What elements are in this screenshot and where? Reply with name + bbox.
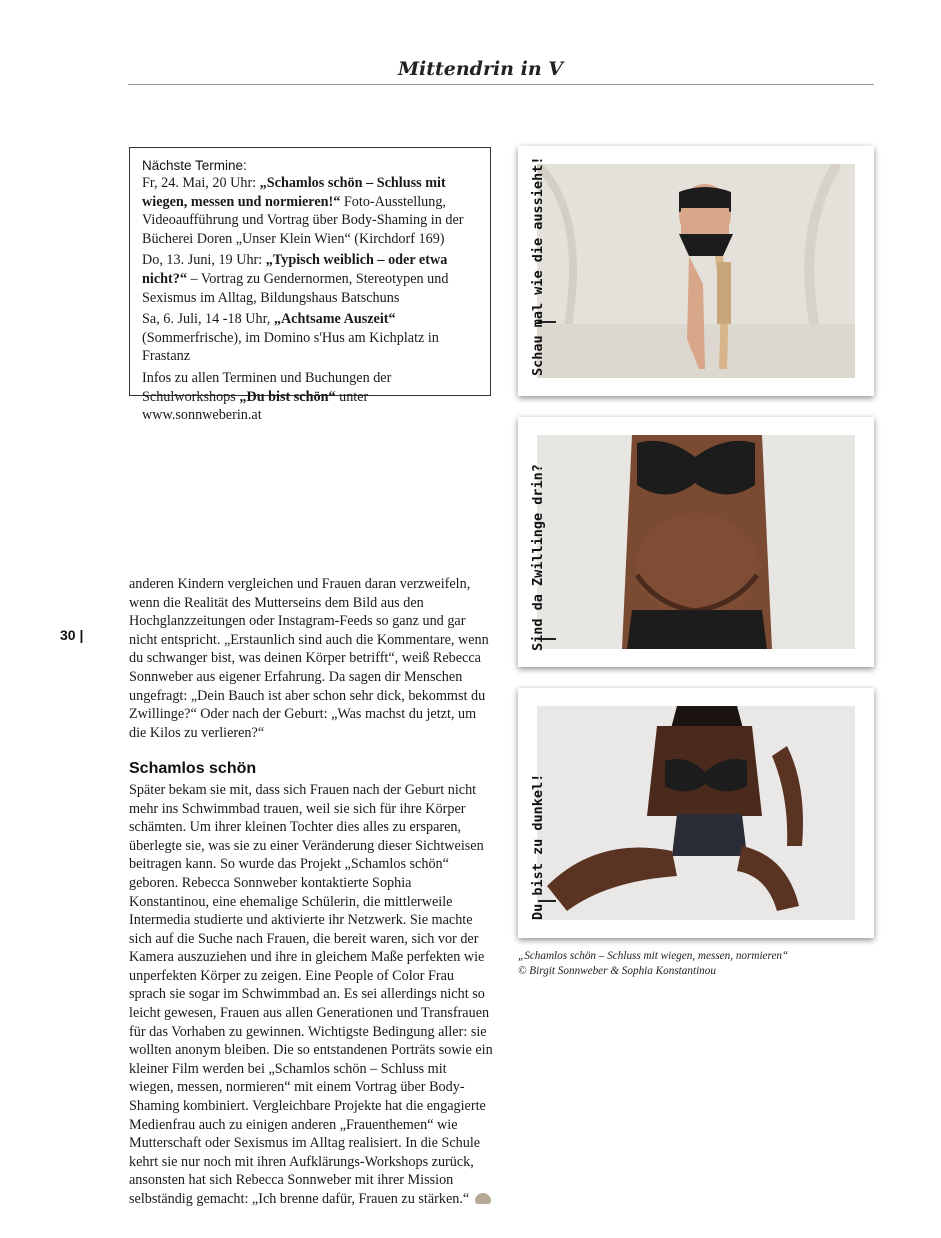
photo-2-label: Sind da Zwillinge drin? bbox=[530, 464, 546, 651]
article-body bbox=[129, 575, 494, 1209]
photo-1-label: Schau mal wie die aussieht! bbox=[530, 156, 546, 376]
photo-caption bbox=[518, 949, 788, 979]
photo-2-image bbox=[537, 435, 855, 649]
photo-3-image bbox=[537, 706, 855, 920]
section-header-title: Mittendrin in V bbox=[397, 58, 563, 80]
article-paragraph: anderen Kindern vergleichen und Frauen daran verzweifeln, wenn die Realität des Mutterseins dem Bild aus den Hochglanzzeitungen oder Instagram-Feeds so ganz und gar nicht entspricht. „Erstaunlich sind auch die Kommentare, wenn du schwanger bist, was deinen Körper betrifft“, weiß Rebecca Sonnweber aus eigener Erfahrung. Da sagen dir Menschen ungefragt: „Dein Bauch ist aber schon sehr dick, bekommst du Zwillinge?“ Oder nach der Geburt: „Was machst du jetzt, um die Kilos zu verlieren?“ bbox=[129, 576, 489, 741]
photo-1-image bbox=[537, 164, 855, 378]
event-3: Sa, 6. Juli, 14 -18 Uhr, „Achtsame Auszeit“ (Sommerfrische), im Domino s'Hus am Kichplatz in Frastanz bbox=[142, 311, 439, 365]
header-rule bbox=[128, 84, 874, 85]
article-subheading: Schamlos schön bbox=[129, 760, 257, 778]
event-1: Fr, 24. Mai, 20 Uhr: „Schamlos schön – Schluss mit wiegen, messen und normieren!“ Foto-Ausstellung, Videoaufführung und Vortrag über Body-Shaming in der Bücherei Doren „Unser Klein Wien“ (Kirchdorf 169) bbox=[142, 175, 464, 247]
event-2: Do, 13. Juni, 19 Uhr: „Typisch weiblich – oder etwa nicht?“ – Vortrag zu Gendernormen, Stereotypen und Sexismus im Alltag, Bildungshaus Batschuns bbox=[142, 252, 449, 306]
photo-card-2 bbox=[518, 417, 874, 667]
caption-title: „Schamlos schön – Schluss mit wiegen, messen, normieren“ bbox=[518, 950, 789, 962]
photo-card-1 bbox=[518, 146, 874, 396]
photo-card-3 bbox=[518, 688, 874, 938]
events-heading: Nächste Termine: bbox=[142, 158, 247, 173]
page-number: 30 | bbox=[60, 627, 84, 643]
events-info: Infos zu allen Terminen und Buchungen der Schulworkshops „Du bist schön“ unter www.sonnweberin.at bbox=[142, 369, 392, 424]
caption-credit: © Birgit Sonnweber & Sophia Konstantinou bbox=[518, 965, 716, 977]
end-mark-icon bbox=[475, 1193, 491, 1204]
photo-3-label: Du bist zu dunkel! bbox=[530, 773, 546, 920]
events-box bbox=[129, 147, 491, 424]
article-paragraph: Später bekam sie mit, dass sich Frauen nach der Geburt nicht mehr ins Schwimmbad trauen, weil sie sich für ihre Körper schämten. Um ihrer kleinen Tochter dies alles zu ersparen, überlegte sie, was sie zu einer Veränderung dieser Sichtweisen beitragen kann. So wurde das Projekt „Schamlos schön“ geboren. Rebecca Sonnweber kontaktierte Sophia Konstantinou, eine ehemalige Schülerin, die mittlerweile Intermedia studierte und aktivierte ihr Netzwerk. Sie machte sich auf die Suche nach Frauen, die bereit waren, sich vor der Kamera auszuziehen und ihre in gleichem Maße perfekten wie unperfekten Körper zu zeigen. Eine People of Color Frau sprach sie sogar im Schwimmbad an. Es sei allerdings nicht so leicht gewesen, Frauen aus allen Generationen und Transfrauen für das Vorhaben zu gewinnen. Wichtigste Bedingung aller: sie wollten anonym bleiben. Die so entstandenen Porträts sowie ein kleiner Film werden bei „Schamlos schön – Schluss mit wiegen, messen, normieren“ mit einem Vortrag über Body-Shaming kombiniert. Vergleichbare Projekte hat die engagierte Medienfrau auch zu einigen anderen „Frauenthemen“ wie Mutterschaft oder Sexismus im Alltag realisiert. In die Schule kehrt sie nur noch mit ihren Aufklärungs-Workshops zurück, ansonsten hat sich Rebecca Sonnweber mit ihrer Mission selbständig gemacht: „Ich brenne dafür, Frauen zu stärken.“ bbox=[129, 781, 493, 1207]
